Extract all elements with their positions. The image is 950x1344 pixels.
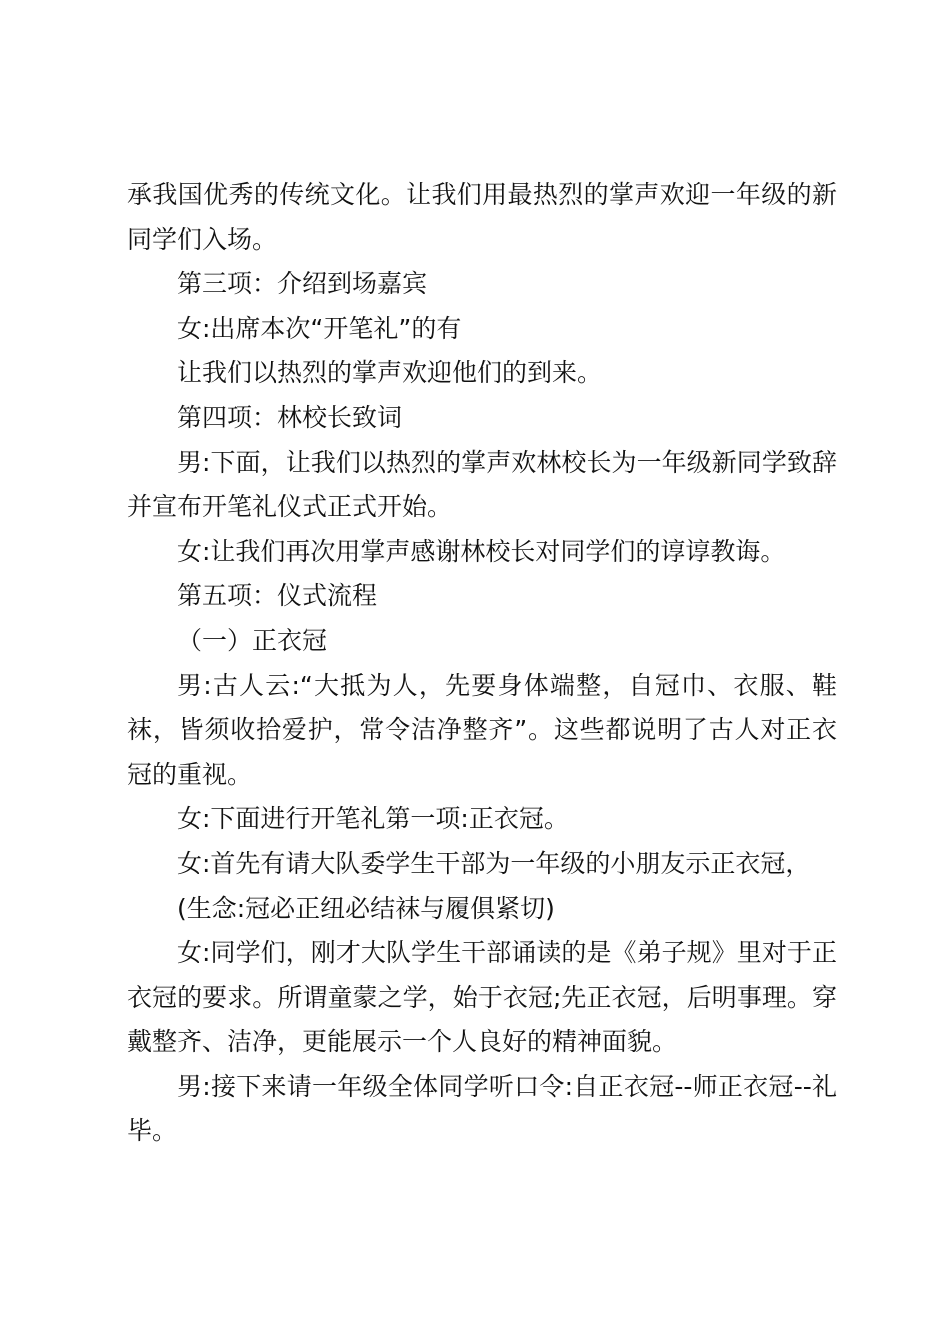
agenda-item-4-heading: 第四项：林校长致词 (177, 402, 403, 432)
agenda-item-5-heading: 第五项：仪式流程 (177, 581, 378, 611)
host-line-first-item: 女:下面进行开笔礼第一项:正衣冠。 (177, 804, 569, 834)
student-recitation: (生念:冠必正纽必结袜与履俱紧切) (177, 893, 555, 923)
host-line-student-cadres: 女:首先有请大队委学生干部为一年级的小朋友示正衣冠， (177, 848, 811, 878)
host-line-commands: 男:接下来请一年级全体同学听口令:自正衣冠--师正衣冠--礼毕。 (127, 1071, 837, 1146)
agenda-item-3-heading: 第三项：介绍到场嘉宾 (177, 269, 428, 299)
document-body (127, 173, 837, 1154)
paragraph-continuation: 承我国优秀的传统文化。让我们用最热烈的掌声欢迎一年级的新同学们入场。 (127, 180, 837, 254)
host-line-principal-speech: 男:下面，让我们以热烈的掌声欢林校长为一年级新同学致辞并宣布开笔礼仪式正式开始。 (127, 447, 837, 522)
section-heading-zheng-yi-guan: （一）正衣冠 (177, 625, 328, 655)
host-line-ancient-quote: 男:古人云:“大抵为人，先要身体端整，自冠巾、衣服、鞋袜，皆须收拾爱护，常令洁净整齐”。这些都说明了古人对正衣冠的重视。 (127, 670, 837, 789)
host-line-welcome-guests: 让我们以热烈的掌声欢迎他们的到来。 (177, 358, 603, 388)
host-line-guests: 女:出席本次“开笔礼”的有 (177, 313, 462, 343)
host-line-dizigui-explanation: 女:同学们，刚才大队学生干部诵读的是《弟子规》里对于正衣冠的要求。所谓童蒙之学，始于衣冠;先正衣冠，后明事理。穿戴整齐、洁净，更能展示一个人良好的精神面貌。 (127, 938, 837, 1057)
host-line-thanks-principal: 女:让我们再次用掌声感谢林校长对同学们的谆谆教诲。 (177, 536, 786, 566)
